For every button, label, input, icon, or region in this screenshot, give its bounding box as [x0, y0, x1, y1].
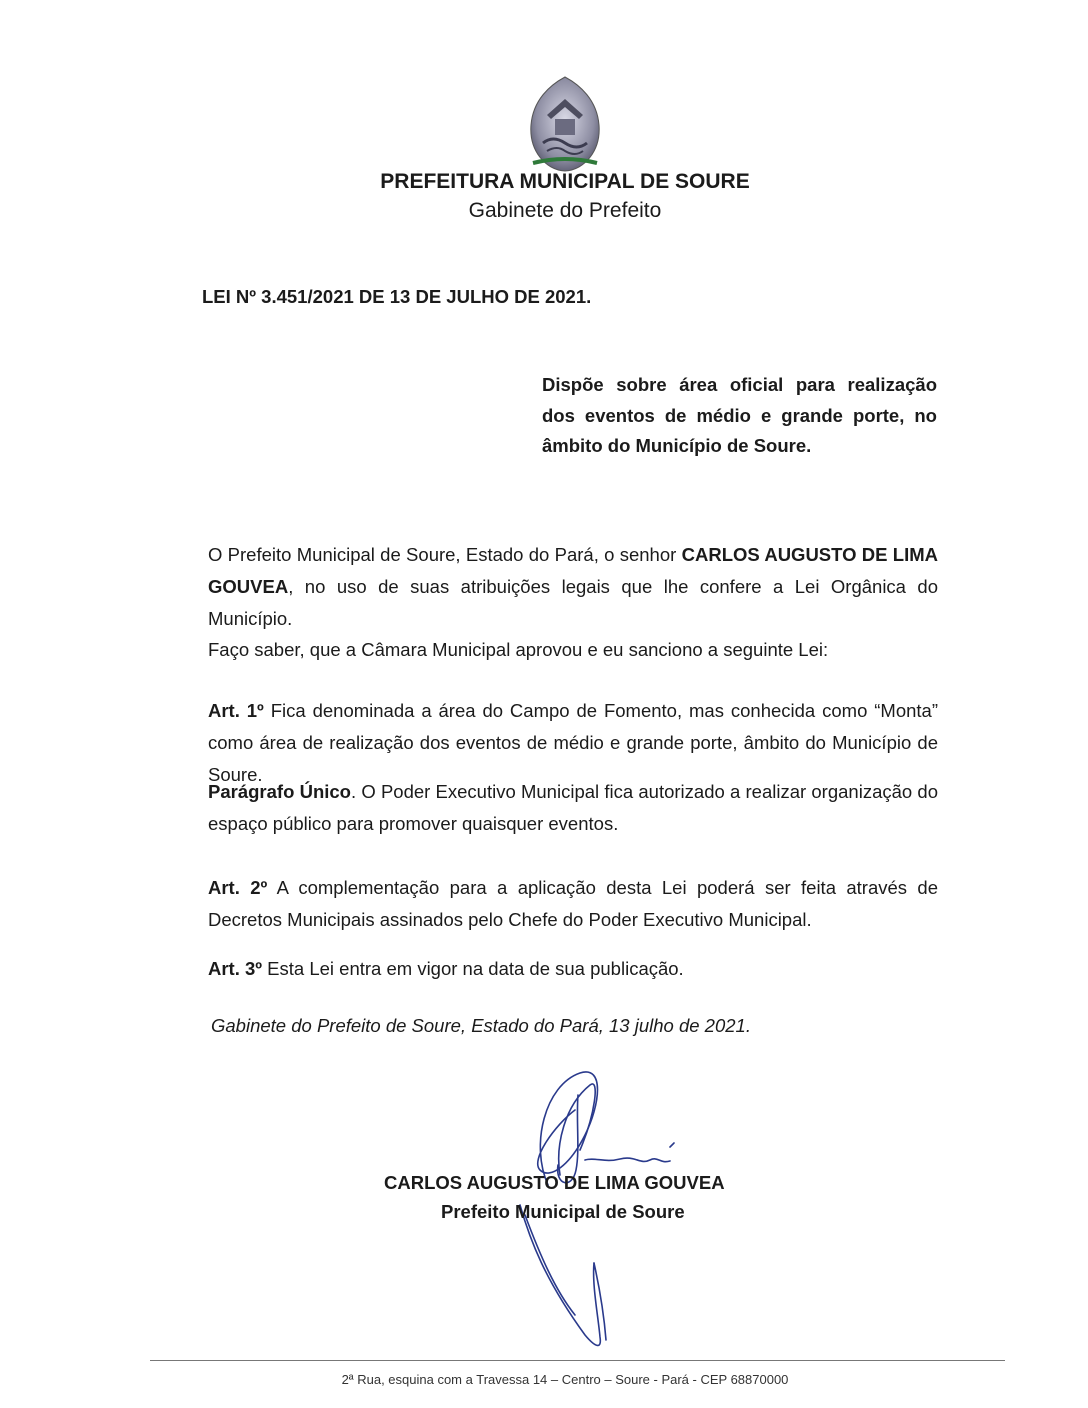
paragraph-text: . O Poder Executivo Municipal fica autorizado a realizar organização do espaço público para promover quaisquer eventos.: [208, 781, 938, 834]
footer-divider: [150, 1360, 1005, 1361]
signatory-role: Prefeito Municipal de Soure: [441, 1201, 685, 1222]
article-2: [208, 872, 938, 936]
footer-address: 2ª Rua, esquina com a Travessa 14 – Centro – Soure - Pará - CEP 68870000: [341, 1372, 789, 1387]
preamble-text-end: , no uso de suas atribuições legais que lhe confere a Lei Orgânica do Município.: [208, 576, 938, 629]
law-number: LEI Nº 3.451/2021 DE 13 DE JULHO DE 2021.: [202, 286, 592, 307]
closing-place-date: Gabinete do Prefeito de Soure, Estado do Pará, 13 julho de 2021.: [211, 1015, 751, 1036]
municipal-coat-of-arms-icon: [525, 75, 605, 173]
preamble-text-start: O Prefeito Municipal de Soure, Estado do Pará, o senhor: [208, 544, 682, 565]
enactment-paragraph: Faço saber, que a Câmara Municipal aprovou e eu sanciono a seguinte Lei:: [208, 639, 829, 660]
signatory-name: CARLOS AUGUSTO DE LIMA GOUVEA: [384, 1172, 725, 1193]
article-2-label: Art. 2º: [208, 877, 268, 898]
article-3-label: Art. 3º: [208, 958, 263, 979]
article-2-text: A complementação para a aplicação desta Lei poderá ser feita através de Decretos Municipais assinados pelo Chefe do Poder Executivo Municipal.: [208, 877, 938, 930]
page-title: PREFEITURA MUNICIPAL DE SOURE: [380, 170, 750, 193]
article-1-text: Fica denominada a área do Campo de Fomento, mas conhecida como “Monta” como área de realização dos eventos de médio e grande porte, âmbito do Município de Soure.: [208, 700, 938, 785]
article-1-label: Art. 1º: [208, 700, 264, 721]
article-1-paragraph: [208, 776, 938, 840]
article-3: [208, 953, 938, 985]
article-3-text: Esta Lei entra em vigor na data de sua publicação.: [262, 958, 684, 979]
paragraph-label: Parágrafo Único: [208, 781, 351, 802]
mayor-name: CARLOS AUGUSTO DE LIMA GOUVEA: [208, 544, 939, 597]
law-summary: Dispõe sobre área oficial para realização dos eventos de médio e grande porte, no âmbito do Município de Soure.: [542, 374, 937, 456]
page-subtitle: Gabinete do Prefeito: [468, 199, 662, 222]
preamble-paragraph: [208, 539, 938, 635]
